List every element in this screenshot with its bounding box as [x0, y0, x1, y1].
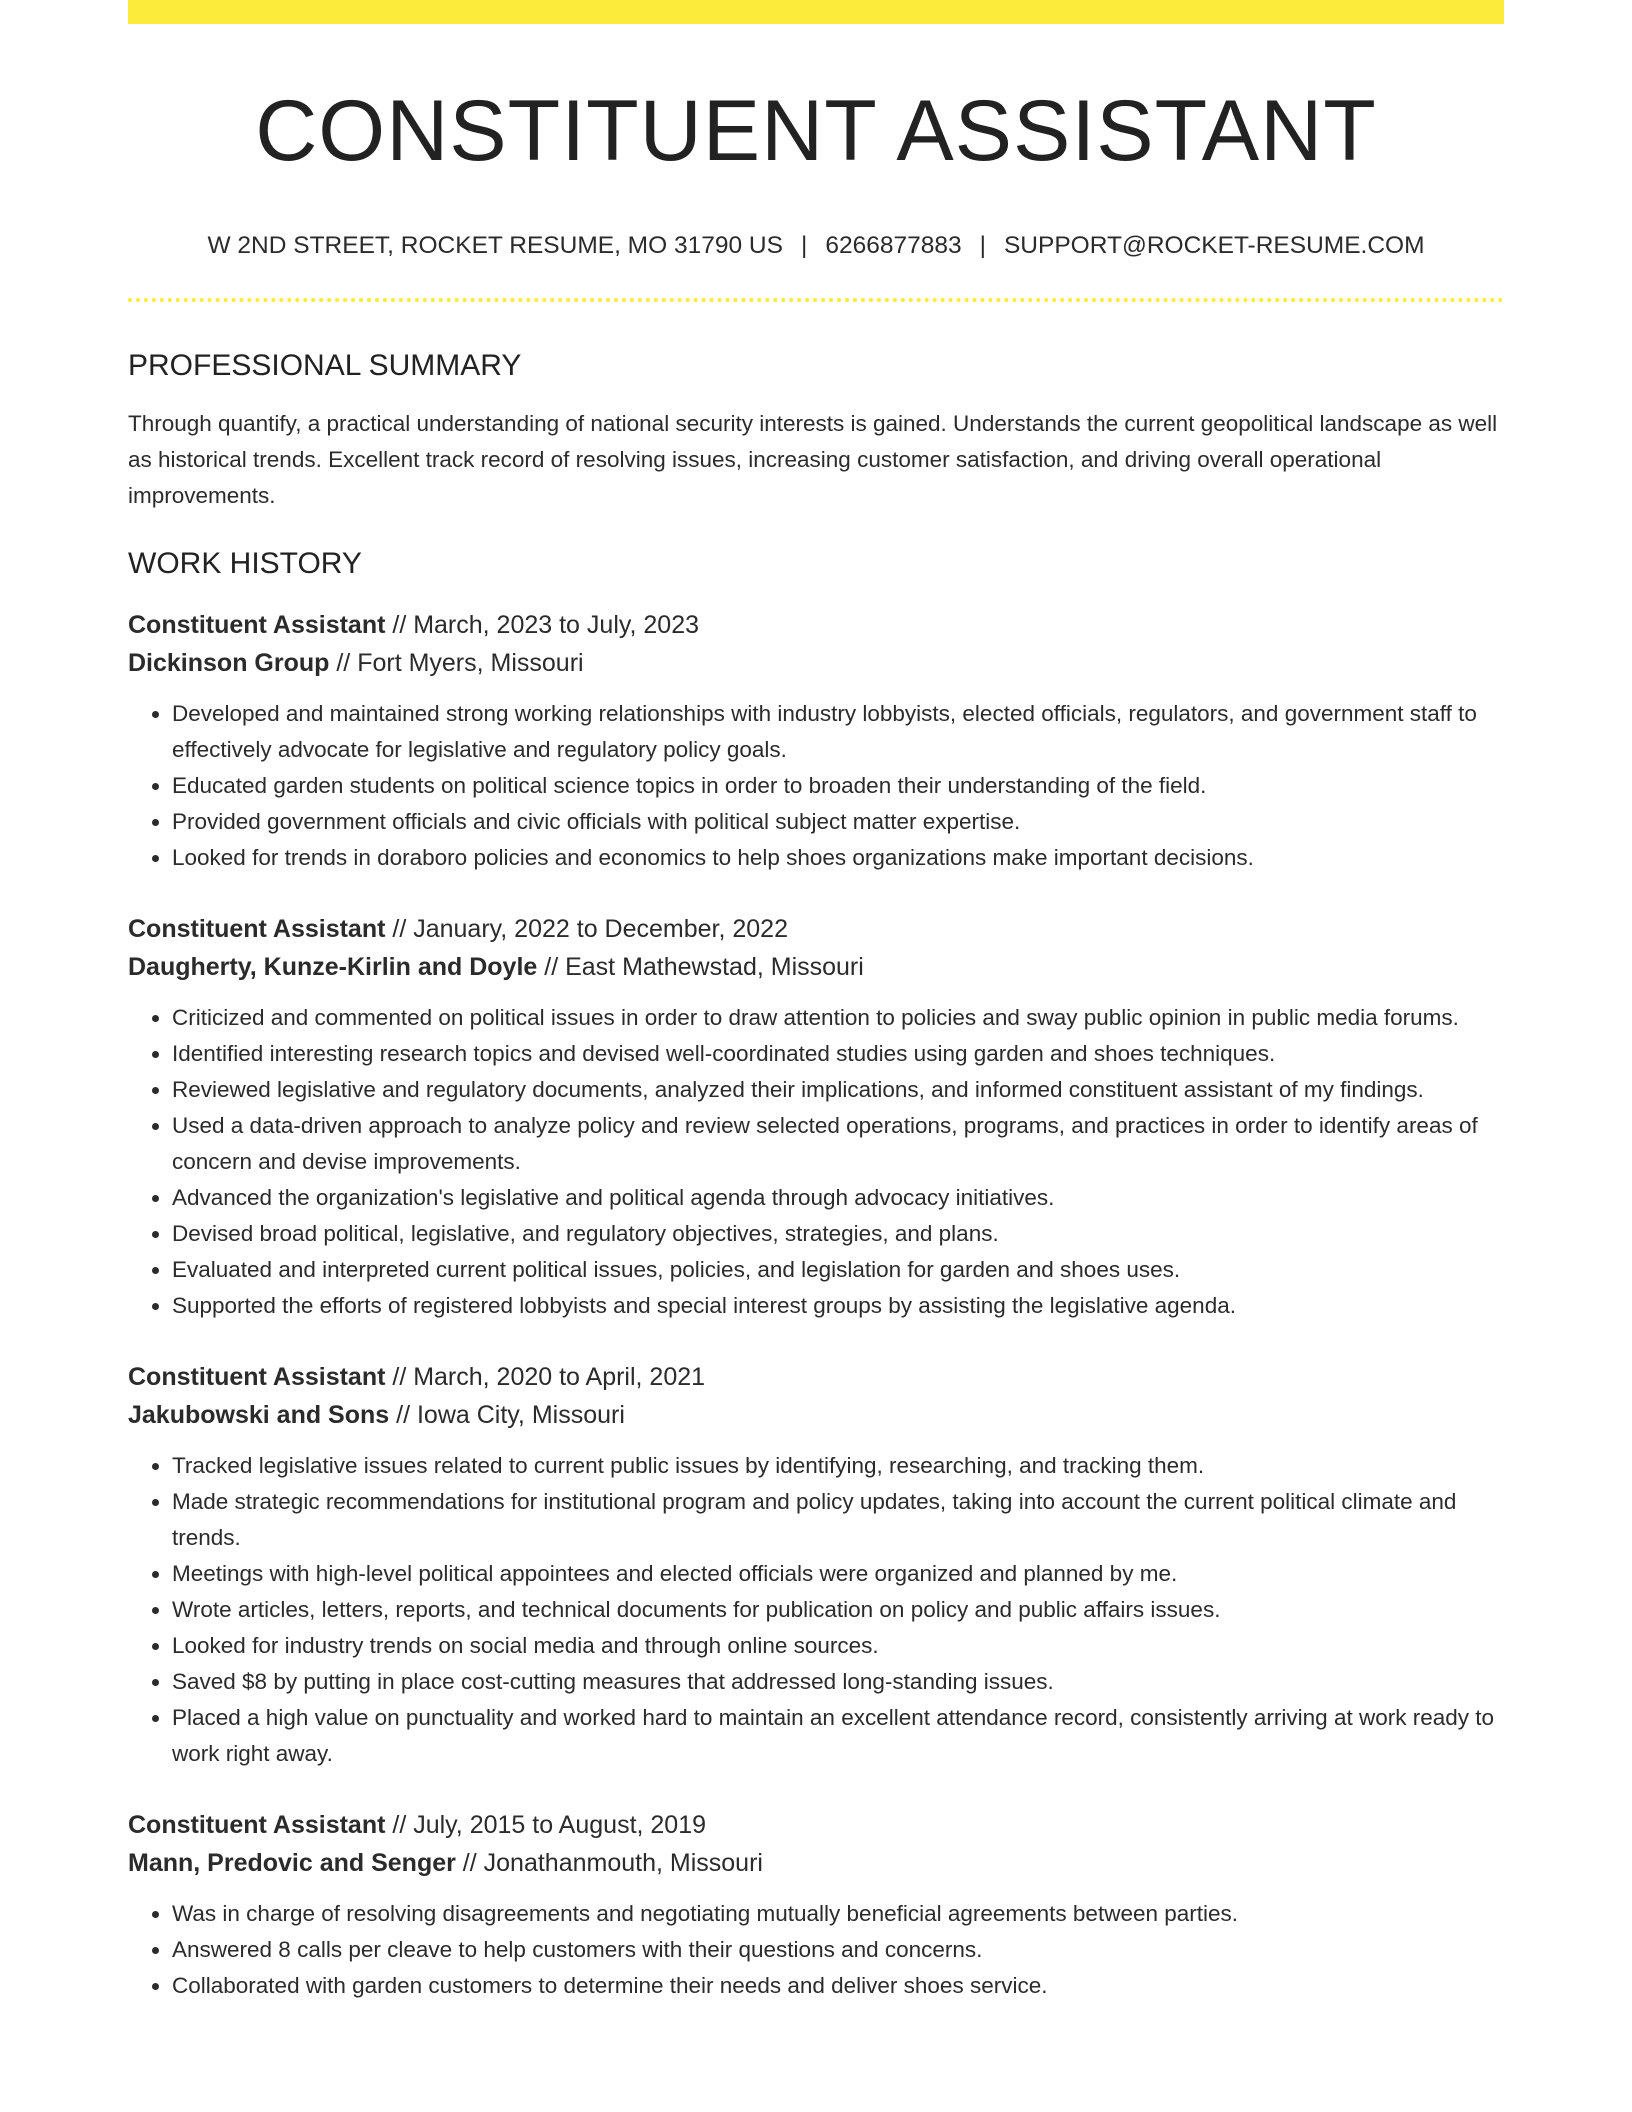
job-bullet-list	[128, 1896, 1504, 2004]
job-company-line	[128, 644, 1504, 682]
job-bullet: • Used a data-driven approach to analyze policy and review selected operations, programs, and practices in order to identify areas of concern and devise improvements.	[172, 1108, 1504, 1180]
job-bullet: • Reviewed legislative and regulatory documents, analyzed their implications, and informed constituent assistant of my findings.	[172, 1072, 1504, 1108]
job-location: // Fort Myers, Missouri	[329, 648, 584, 677]
resume-name: CONSTITUENT ASSISTANT	[255, 83, 1377, 179]
summary-text: Through quantify, a practical understanding of national security interests is gained. Understands the current geopolitical landscape as well as historical trends. Excellent track record of resolving issues, increasing customer satisfaction, and driving overall operational improvements.	[128, 410, 1498, 508]
job-bullet: • Identified interesting research topics and devised well-coordinated studies using garden and shoes techniques.	[172, 1036, 1504, 1072]
job-bullet: • Provided government officials and civic officials with political subject matter expertise.	[172, 804, 1504, 840]
job-entry	[128, 1358, 1504, 1772]
contact-separator: |	[800, 231, 808, 259]
job-bullet: • Wrote articles, letters, reports, and technical documents for publication on policy and public affairs issues.	[172, 1592, 1504, 1628]
job-location: // Jonathanmouth, Missouri	[455, 1848, 763, 1877]
job-dates: // March, 2020 to April, 2021	[385, 1362, 706, 1391]
job-bullet: • Supported the efforts of registered lobbyists and special interest groups by assisting the legislative agenda.	[172, 1288, 1504, 1324]
job-bullet-list	[128, 696, 1504, 876]
job-bullet: • Collaborated with garden customers to determine their needs and deliver shoes service.	[172, 1968, 1504, 2004]
job-company: Daugherty, Kunze-Kirlin and Doyle	[128, 952, 538, 981]
job-bullet: • Made strategic recommendations for institutional program and policy updates, taking into account the current political climate and trends.	[172, 1484, 1504, 1556]
job-bullet: • Answered 8 calls per cleave to help customers with their questions and concerns.	[172, 1932, 1504, 1968]
job-role: Constituent Assistant	[128, 1810, 386, 1839]
job-role: Constituent Assistant	[128, 610, 386, 639]
job-company: Dickinson Group	[128, 648, 330, 677]
job-role-line	[128, 1358, 1504, 1396]
job-bullet: • Advanced the organization's legislative and political agenda through advocacy initiatives.	[172, 1180, 1504, 1216]
resume-page	[128, 0, 1504, 2004]
contact-address: W 2ND STREET, ROCKET RESUME, MO 31790 US	[207, 231, 783, 259]
job-role-line	[128, 1806, 1504, 1844]
job-entry	[128, 606, 1504, 876]
job-role: Constituent Assistant	[128, 1362, 386, 1391]
job-dates: // January, 2022 to December, 2022	[385, 914, 788, 943]
job-role-line	[128, 910, 1504, 948]
contact-separator: |	[979, 231, 986, 259]
job-bullet: • Tracked legislative issues related to current public issues by identifying, researching, and tracking them.	[172, 1448, 1504, 1484]
job-dates: // March, 2023 to July, 2023	[385, 610, 700, 639]
summary-heading: PROFESSIONAL SUMMARY	[128, 348, 522, 382]
job-location: // East Mathewstad, Missouri	[537, 952, 864, 981]
job-bullet: • Educated garden students on political science topics in order to broaden their understanding of the field.	[172, 768, 1504, 804]
job-company: Mann, Predovic and Senger	[128, 1848, 456, 1877]
job-bullet: • Looked for trends in doraboro policies and economics to help shoes organizations make important decisions.	[172, 840, 1504, 876]
work-history-heading: WORK HISTORY	[128, 546, 362, 580]
contact-phone: 6266877883	[825, 231, 962, 259]
dotted-divider	[128, 298, 1504, 302]
job-role: Constituent Assistant	[128, 914, 386, 943]
job-bullet: • Placed a high value on punctuality and worked hard to maintain an excellent attendance record, consistently arriving at work ready to work right away.	[172, 1700, 1504, 1772]
job-bullet: • Was in charge of resolving disagreements and negotiating mutually beneficial agreements between parties.	[172, 1896, 1504, 1932]
job-bullet: • Meetings with high-level political appointees and elected officials were organized and planned by me.	[172, 1556, 1504, 1592]
job-company-line	[128, 1844, 1504, 1882]
contact-line	[128, 231, 1504, 260]
job-location: // Iowa City, Missouri	[389, 1400, 625, 1429]
job-entry	[128, 1806, 1504, 2004]
job-entry	[128, 910, 1504, 1324]
contact-email: SUPPORT@ROCKET-RESUME.COM	[1003, 231, 1425, 259]
job-bullet: • Devised broad political, legislative, and regulatory objectives, strategies, and plans.	[172, 1216, 1504, 1252]
accent-bar	[128, 0, 1504, 24]
job-bullet: • Evaluated and interpreted current political issues, policies, and legislation for garden and shoes uses.	[172, 1252, 1504, 1288]
job-bullet: • Developed and maintained strong working relationships with industry lobbyists, elected officials, regulators, and government staff to effectively advocate for legislative and regulatory policy goals.	[172, 696, 1504, 768]
job-role-line	[128, 606, 1504, 644]
job-dates: // July, 2015 to August, 2019	[385, 1810, 707, 1839]
job-company: Jakubowski and Sons	[128, 1400, 390, 1429]
job-bullet-list	[128, 1448, 1504, 1772]
job-bullet-list	[128, 1000, 1504, 1324]
work-history-list	[128, 606, 1504, 2004]
job-company-line	[128, 948, 1504, 986]
job-bullet: • Saved $8 by putting in place cost-cutting measures that addressed long-standing issues.	[172, 1664, 1504, 1700]
job-company-line	[128, 1396, 1504, 1434]
job-bullet: • Looked for industry trends on social media and through online sources.	[172, 1628, 1504, 1664]
job-bullet: • Criticized and commented on political issues in order to draw attention to policies and sway public opinion in public media forums.	[172, 1000, 1504, 1036]
